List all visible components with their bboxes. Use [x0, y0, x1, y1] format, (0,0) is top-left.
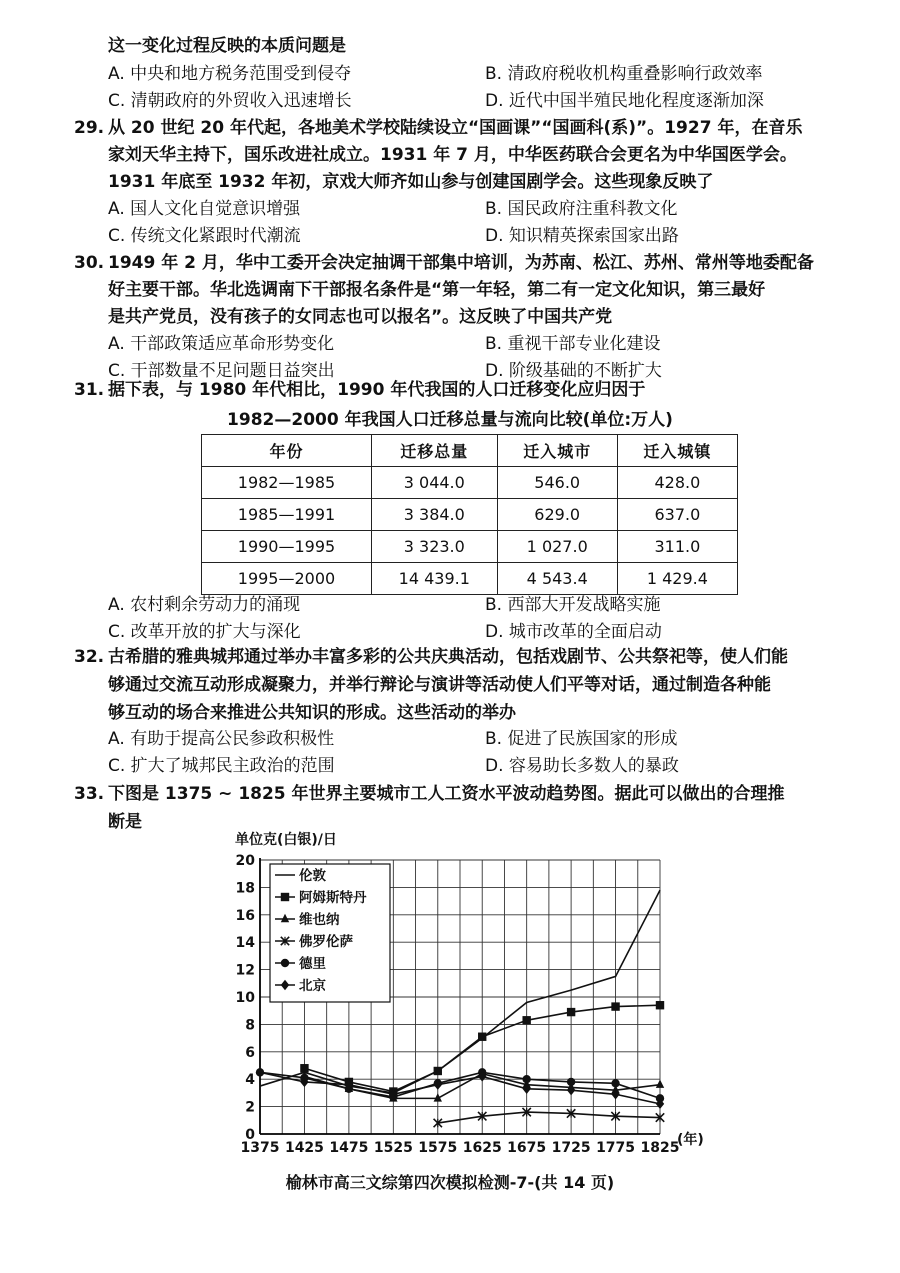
x-tick-label: 1475 [329, 1140, 369, 1156]
q28-option-b[interactable]: B. 清政府税收机构重叠影响行政效率 [485, 64, 763, 84]
table-header: 迁入城镇 [617, 435, 737, 467]
data-point [567, 1078, 575, 1086]
q29-line-3: 1931 年底至 1932 年初，京戏大师齐如山参与创建国剧学会。这些现象反映了 [108, 172, 714, 192]
x-tick-label: 1625 [462, 1140, 502, 1156]
q28-option-a[interactable]: A. 中央和地方税务范围受到侵夺 [108, 64, 352, 84]
legend-label: 北京 [299, 978, 326, 994]
data-point [611, 1079, 619, 1087]
y-axis-label: 单位克(白银)/日 [235, 832, 337, 848]
legend-label: 阿姆斯特丹 [299, 890, 367, 906]
q29-option-b[interactable]: B. 国民政府注重科教文化 [485, 199, 678, 219]
q33-line-1: 下图是 1375 ~ 1825 年世界主要城市工人工资水平波动趋势图。据此可以做出的合理推 [108, 784, 785, 804]
q32-option-a[interactable]: A. 有助于提高公民参政积极性 [108, 729, 335, 749]
table-cell: 1990—1995 [202, 531, 372, 563]
table-cell: 3 384.0 [371, 499, 497, 531]
table-row [202, 563, 738, 595]
q29-number: 29. [74, 118, 105, 138]
table-header: 年份 [202, 435, 372, 467]
q32-option-c[interactable]: C. 扩大了城邦民主政治的范围 [108, 756, 335, 776]
x-tick-label: 1675 [507, 1140, 547, 1156]
q31-option-c[interactable]: C. 改革开放的扩大与深化 [108, 622, 301, 642]
q32-line-2: 够通过交流互动形成凝聚力，并举行辩论与演讲等活动使人们平等对话，通过制造各种能 [108, 675, 771, 695]
q28-stem-end: 这一变化过程反映的本质问题是 [108, 36, 346, 56]
wage-line-chart [215, 830, 715, 1160]
table-cell: 3 323.0 [371, 531, 497, 563]
x-tick-label: 1525 [373, 1140, 413, 1156]
q30-option-a[interactable]: A. 干部政策适应革命形势变化 [108, 334, 335, 354]
table-cell: 311.0 [617, 531, 737, 563]
table-cell: 3 044.0 [371, 467, 497, 499]
table-header: 迁移总量 [371, 435, 497, 467]
data-point [522, 1075, 530, 1083]
q31-option-b[interactable]: B. 西部大开发战略实施 [485, 595, 661, 615]
x-tick-label: 1725 [551, 1140, 591, 1156]
q29-line-1: 从 20 世纪 20 年代起，各地美术学校陆续设立“国画课”“国画科(系)”。1927 年，在音乐 [108, 118, 803, 138]
data-point [522, 1016, 530, 1024]
q30-option-d[interactable]: D. 阶级基础的不断扩大 [485, 361, 662, 381]
table-cell: 1982—1985 [202, 467, 372, 499]
q32-option-d[interactable]: D. 容易助长多数人的暴政 [485, 756, 679, 776]
q32-line-3: 够互动的场合来推进公共知识的形成。这些活动的举办 [108, 703, 516, 723]
data-point [656, 1079, 664, 1087]
table-cell: 4 543.4 [497, 563, 617, 595]
data-point [300, 1064, 308, 1072]
table-caption: 1982—2000 年我国人口迁移总量与流向比较(单位:万人) [227, 410, 673, 430]
y-tick-label: 6 [245, 1044, 255, 1061]
y-tick-label: 10 [235, 990, 255, 1006]
y-tick-label: 12 [235, 962, 255, 979]
x-tick-label: 1775 [596, 1140, 636, 1156]
table-row [202, 499, 738, 531]
q29-option-d[interactable]: D. 知识精英探索国家出路 [485, 226, 679, 246]
table-cell: 14 439.1 [371, 563, 497, 595]
q33-line-2: 断是 [108, 812, 142, 832]
q32-number: 32. [74, 647, 105, 667]
q32-line-1: 古希腊的雅典城邦通过举办丰富多彩的公共庆典活动，包括戏剧节、公共祭祀等，使人们能 [108, 647, 788, 667]
x-tick-label: 1425 [284, 1140, 324, 1156]
y-tick-label: 20 [235, 853, 255, 869]
data-point [281, 959, 289, 967]
table-row [202, 467, 738, 499]
table-cell: 546.0 [497, 467, 617, 499]
y-tick-label: 4 [245, 1072, 255, 1089]
migration-table [201, 434, 738, 595]
q29-option-c[interactable]: C. 传统文化紧跟时代潮流 [108, 226, 301, 246]
legend-label: 德里 [299, 956, 326, 972]
q31-line-1: 据下表，与 1980 年代相比，1990 年代我国的人口迁移变化应归因于 [108, 380, 646, 400]
y-tick-label: 16 [235, 907, 255, 924]
legend-box [270, 864, 390, 1002]
q32-option-b[interactable]: B. 促进了民族国家的形成 [485, 729, 678, 749]
table-header: 迁入城市 [497, 435, 617, 467]
table-cell: 428.0 [617, 467, 737, 499]
q28-option-c[interactable]: C. 清朝政府的外贸收入迅速增长 [108, 91, 352, 111]
q30-number: 30. [74, 253, 105, 273]
legend-label: 维也纳 [299, 912, 340, 928]
legend-label: 佛罗伦萨 [299, 934, 353, 950]
data-point [256, 1067, 264, 1077]
x-tick-label: 1825 [640, 1140, 680, 1156]
x-tick-label: 1575 [418, 1140, 458, 1156]
q30-option-c[interactable]: C. 干部数量不足问题日益突出 [108, 361, 335, 381]
y-tick-label: 14 [235, 935, 255, 952]
data-point [434, 1067, 442, 1075]
table-cell: 1985—1991 [202, 499, 372, 531]
page-footer: 榆林市高三文综第四次模拟检测-7-(共 14 页) [285, 1173, 615, 1192]
y-tick-label: 8 [245, 1017, 255, 1034]
q31-option-d[interactable]: D. 城市改革的全面启动 [485, 622, 662, 642]
q30-line-1: 1949 年 2 月，华中工委开会决定抽调干部集中培训，为苏南、松江、苏州、常州等地委配备 [108, 253, 814, 273]
q33-number: 33. [74, 784, 105, 804]
data-point [567, 1008, 575, 1016]
table-cell: 1 429.4 [617, 563, 737, 595]
table-cell: 629.0 [497, 499, 617, 531]
data-point [656, 1001, 664, 1009]
data-point [478, 1033, 486, 1041]
data-point [281, 893, 289, 901]
q29-option-a[interactable]: A. 国人文化自觉意识增强 [108, 199, 301, 219]
q31-option-a[interactable]: A. 农村剩余劳动力的涌现 [108, 595, 301, 615]
q28-option-d[interactable]: D. 近代中国半殖民地化程度逐渐加深 [485, 91, 764, 111]
table-cell: 637.0 [617, 499, 737, 531]
q30-line-2: 好主要干部。华北选调南下干部报名条件是“第一年轻，第二有一定文化知识，第三最好 [108, 280, 766, 300]
table-cell: 1995—2000 [202, 563, 372, 595]
q29-line-2: 家刘天华主持下，国乐改进社成立。1931 年 7 月，中华医药联合会更名为中华国医学会。 [108, 145, 797, 165]
y-tick-label: 18 [235, 880, 255, 897]
y-tick-label: 2 [245, 1099, 255, 1116]
q30-option-b[interactable]: B. 重视干部专业化建设 [485, 334, 661, 354]
table-header-row [202, 435, 738, 467]
table-row [202, 531, 738, 563]
x-axis-label: (年) [677, 1132, 704, 1148]
table-cell: 1 027.0 [497, 531, 617, 563]
y-tick-label: 0 [245, 1127, 255, 1143]
q31-number: 31. [74, 380, 105, 400]
x-tick-label: 1375 [240, 1140, 280, 1156]
legend-label: 伦敦 [299, 868, 326, 884]
q30-line-3: 是共产党员，没有孩子的女同志也可以报名”。这反映了中国共产党 [108, 307, 613, 327]
data-point [611, 1002, 619, 1010]
